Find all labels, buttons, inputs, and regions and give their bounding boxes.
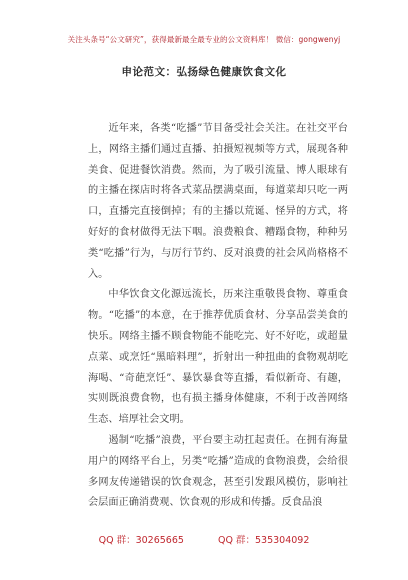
- body-paragraph-3: 遏制“吃播”浪费，平台要主动扛起责任。在拥有海量用户的网络平台上，另类“吃播”造成的食物浪费，会给很多网友传递错误的饮食观念，甚至引发跟风模仿，影响社会层面正确消费观、饮食观的形成和传播。反食品浪: [88, 434, 348, 509]
- qq-group-1: QQ 群：30265665: [98, 535, 184, 546]
- document-body: [88, 119, 348, 514]
- header-notice: 关注头条号“公文研究”，获得最新最全最专业的公文资料库！ 微信：gongwenyj: [67, 35, 341, 44]
- footer-contact: [0, 532, 408, 546]
- body-paragraph-1: 近年来，各类“吃播”节目备受社会关注。在社交平台上，网络主播们通过直播、拍摄短视频等方式，展现各种美食、促进餐饮消费。然而，为了吸引流量、博人眼球有的主播在探店时将各式菜品摆满桌面，每道菜却只吃一两口，直播完直接倒掉；有的主播以荒诞、怪异的方式，将好好的食材做得无法下咽。浪费粮食、糟蹋食物，种种另类“吃播”行为，与厉行节约、反对浪费的社会风尚格格不入。: [88, 123, 348, 280]
- qq-group-2: QQ 群：535304092: [218, 535, 310, 546]
- document-title: 申论范文：弘扬绿色健康饮食文化: [121, 66, 287, 78]
- body-paragraph-2: 中华饮食文化源远流长，历来注重敬畏食物、尊重食物。“吃播”的本意，在于推荐优质食材、分享品尝美食的快乐。网络主播不顾食物能不能吃完、好不好吃，或超量点菜、或烹饪“黑暗料理”，折射出一种扭曲的食物观胡吃海喝、“奇葩烹饪”、暴饮暴食等直播，看似新奇、有趣，实则既浪费食物，也有损主播身体健康，不利于改善网络生态、培厚社会文明。: [88, 289, 348, 426]
